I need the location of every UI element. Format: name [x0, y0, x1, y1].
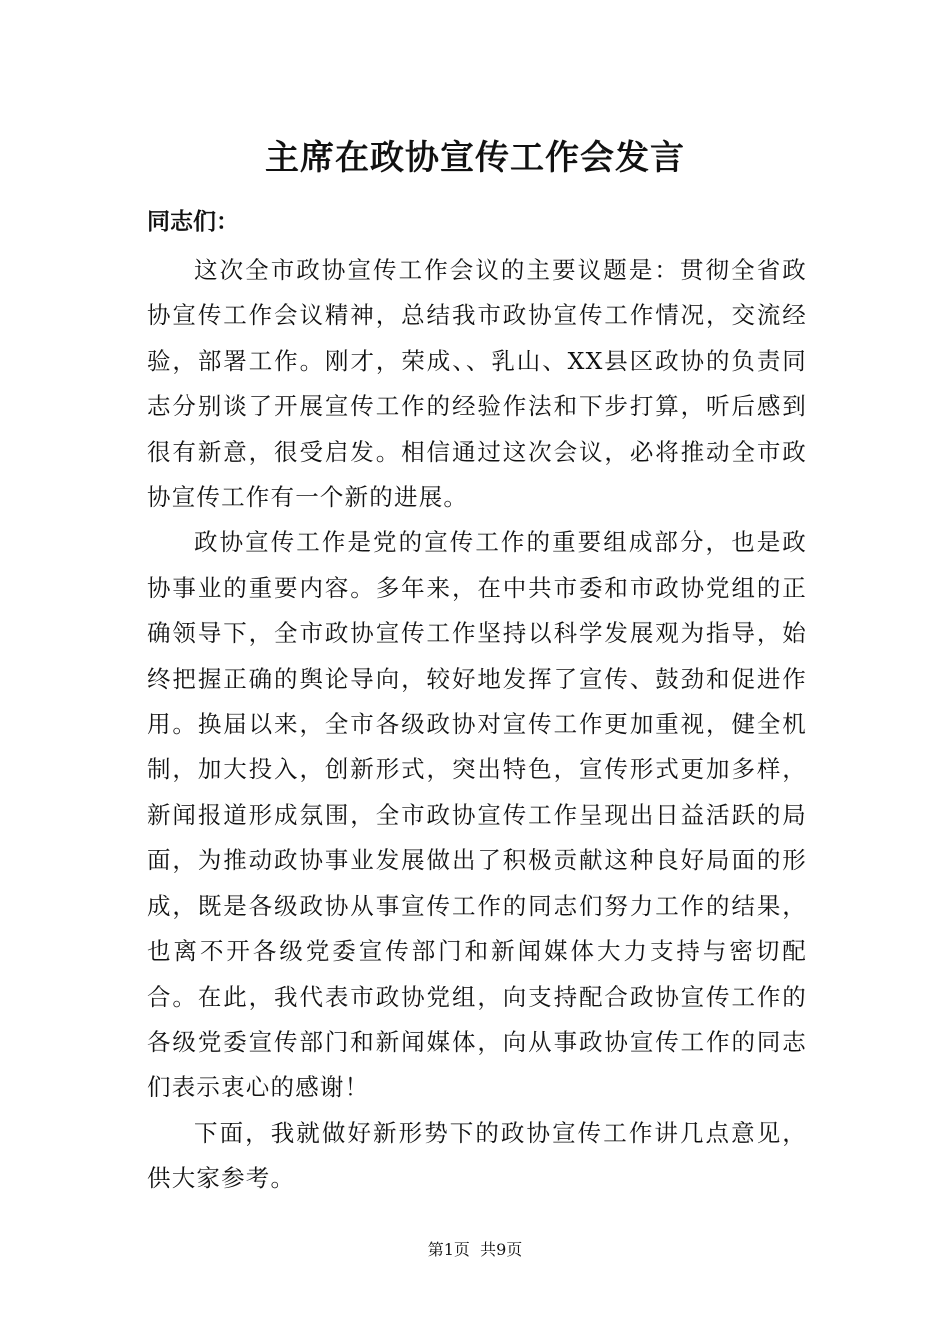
- paragraph-1: 这次全市政协宣传工作会议的主要议题是：贯彻全省政协宣传工作会议精神，总结我市政协宣传工作情况，交流经验，部署工作。刚才，荣成、、乳山、XX县区政协的负责同志分别谈了开展宣传工作的经验作法和下步打算，听后感到很有新意，很受启发。相信通过这次会议，必将推动全市政协宣传工作有一个新的进展。: [147, 256, 807, 512]
- document-body: [147, 248, 807, 1202]
- salutation: 同志们：: [147, 208, 239, 235]
- paragraph-3: 下面，我就做好新形势下的政协宣传工作讲几点意见，供大家参考。: [147, 1118, 807, 1193]
- document-title: 主席在政协宣传工作会发言: [265, 138, 685, 178]
- page-footer: [0, 1238, 950, 1262]
- paragraph-2: 政协宣传工作是党的宣传工作的重要组成部分，也是政协事业的重要内容。多年来，在中共市委和市政协党组的正确领导下，全市政协宣传工作坚持以科学发展观为指导，始终把握正确的舆论导向，较好地发挥了宣传、鼓劲和促进作用。换届以来，全市各级政协对宣传工作更加重视，健全机制，加大投入，创新形式，突出特色，宣传形式更加多样，新闻报道形成氛围，全市政协宣传工作呈现出日益活跃的局面，为推动政协事业发展做出了积极贡献这种良好局面的形成，既是各级政协从事宣传工作的同志们努力工作的结果，也离不开各级党委宣传部门和新闻媒体大力支持与密切配合。在此，我代表市政协党组，向支持配合政协宣传工作的各级党委宣传部门和新闻媒体，向从事政协宣传工作的同志们表示衷心的感谢！: [147, 528, 807, 1102]
- page-number: 第1页 共9页: [427, 1240, 523, 1259]
